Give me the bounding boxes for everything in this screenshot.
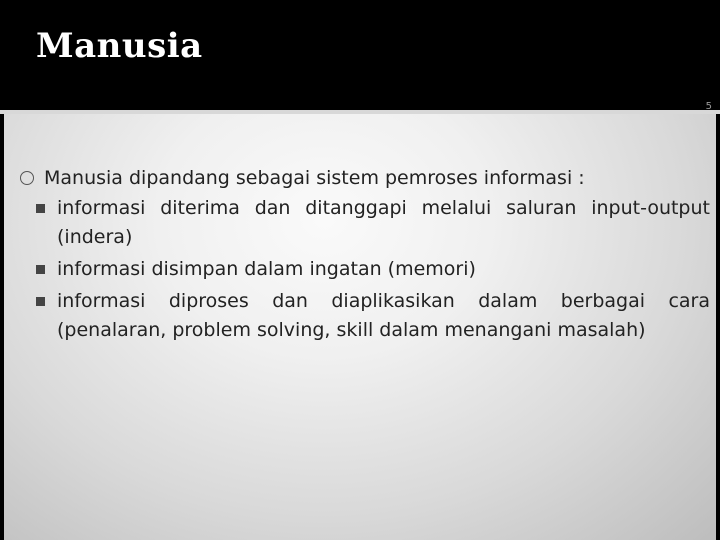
sub-bullet-item [36,194,710,252]
square-bullet-icon [36,265,45,274]
sub-bullet-item [36,255,710,284]
title-bar [0,0,720,110]
sub-bullet-item [36,287,710,345]
page-number: 5 [705,101,712,112]
slide-title: Manusia [36,26,203,66]
hollow-circle-bullet-icon [20,171,34,185]
sub-bullet-text: informasi diproses dan diaplikasikan dalam berbagai cara (penalaran, problem solving, skill dalam menangani masalah) [57,290,710,341]
bullet-main-text: Manusia dipandang sebagai sistem pemroses informasi : [44,167,585,189]
sub-bullet-text: informasi diterima dan ditanggapi melalui saluran input-output (indera) [57,197,710,248]
bullet-list [18,164,710,348]
square-bullet-icon [36,204,45,213]
bullet-main [18,164,710,193]
sub-bullet-list [18,194,710,345]
square-bullet-icon [36,297,45,306]
sub-bullet-text: informasi disimpan dalam ingatan (memori) [57,258,476,280]
